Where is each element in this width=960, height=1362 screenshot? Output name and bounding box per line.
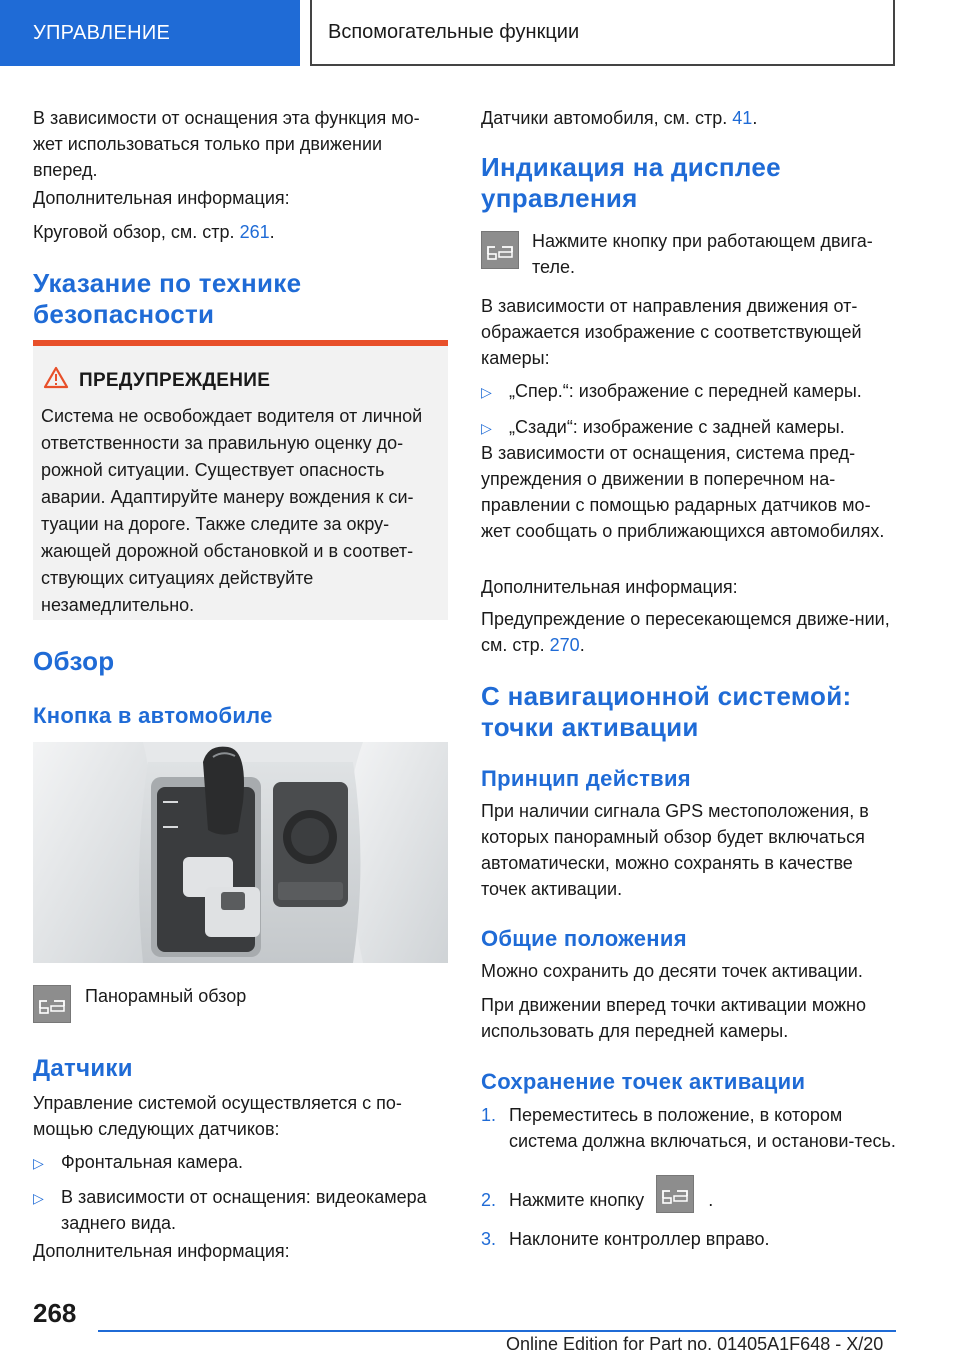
cross-traffic-paragraph: В зависимости от оснащения, система пред-упреждения о движении в поперечном на-правлении с помощью радарных датчиков мо-жет сообщать о приближающихся автомобилях.	[481, 443, 885, 541]
sensors-heading: Датчики	[33, 1055, 133, 1082]
list-item: ▷ В зависимости от оснащения: видеокамера заднего вида.	[33, 1184, 448, 1236]
direction-paragraph: В зависимости от направления движения от-ображается изображение с соответствующей камеры:	[481, 296, 862, 368]
chapter-tab	[310, 0, 895, 66]
warning-box	[33, 340, 448, 620]
principle-paragraph: При наличии сигнала GPS местоположения, в которых панорамный обзор будет включаться автоматически, можно сохранять в качестве точек активации.	[481, 801, 869, 899]
list-item: 3. Наклоните контроллер вправо.	[481, 1229, 770, 1249]
car-console-photo	[33, 742, 448, 963]
chapter-title: Вспомогательные функции	[328, 20, 580, 43]
triangle-bullet-icon: ▷	[481, 384, 492, 400]
panorama-view-button-icon[interactable]	[656, 1175, 694, 1213]
general-heading: Общие положения	[481, 926, 687, 951]
display-heading: Индикация на дисплее управления	[481, 152, 781, 213]
list-item: 1. Переместитесь в положение, в котором система должна включаться, и останови-тесь.	[481, 1105, 896, 1151]
intro-paragraph: В зависимости от оснащения эта функция мо-жет использоваться только при движении вперед.	[33, 108, 420, 180]
list-item: ▷ Фронтальная камера.	[33, 1149, 448, 1176]
section-title: УПРАВЛЕНИЕ	[33, 21, 171, 44]
warning-title: ПРЕДУПРЕЖДЕНИЕ	[43, 366, 440, 395]
page-link-261[interactable]: 261	[239, 222, 270, 242]
footer-divider	[98, 1330, 896, 1332]
save-points-heading: Сохранение точек активации	[481, 1069, 806, 1094]
steps-list	[481, 1102, 896, 1252]
page-number: 268	[33, 1298, 77, 1328]
page-link-270[interactable]: 270	[549, 635, 580, 655]
more-info-label: Дополнительная информация:	[33, 188, 290, 208]
display-icon-text: Нажмите кнопку при работающем двига-теле.	[532, 231, 873, 277]
list-item: 2. Нажмите кнопку .	[481, 1181, 896, 1219]
warning-text: Система не освобождает водителя от личной ответственности за правильную оценку до-рожной ситуации. Существует опасность аварии. Адаптируйте манеру вождения к си-туации на дороге. Также следите за окру-жающей дорожной обстановкой и в соответ-ствующих ситуациях действуйте незамедлительно.	[41, 406, 423, 615]
general-paragraph-2: При движении вперед точки активации можно использовать для передней камеры.	[481, 995, 866, 1041]
sensors-ref: Датчики автомобиля, см. стр. 41.	[481, 108, 758, 128]
overview-heading: Обзор	[33, 646, 115, 676]
principle-heading: Принцип действия	[481, 766, 691, 791]
page-link-41[interactable]: 41	[732, 108, 753, 128]
section-tab	[0, 0, 300, 66]
sensors-more-info: Дополнительная информация:	[33, 1241, 290, 1261]
button-heading: Кнопка в автомобиле	[33, 703, 273, 728]
panorama-view-button-icon[interactable]	[481, 231, 519, 269]
general-paragraph-1: Можно сохранить до десяти точек активации.	[481, 961, 863, 981]
ref-text: Круговой обзор, см. стр.	[33, 222, 235, 242]
cross-traffic-ref: Предупреждение о пересекающемся движе-нии, см. стр. 270.	[481, 609, 890, 655]
sensors-list	[33, 1149, 448, 1236]
triangle-bullet-icon: ▷	[33, 1190, 44, 1206]
panorama-view-button-icon[interactable]	[33, 985, 71, 1023]
safety-heading: Указание по технике безопасности	[33, 268, 302, 329]
panorama-view-caption: Панорамный обзор	[85, 986, 247, 1006]
footer-edition: Online Edition for Part no. 01405A1F648 - X/20	[506, 1334, 884, 1354]
list-item: ▷ „Спер.“: изображение с передней камеры.	[481, 378, 896, 405]
triangle-bullet-icon: ▷	[481, 420, 492, 436]
direction-list	[481, 378, 896, 441]
warning-triangle-icon	[43, 366, 69, 395]
sensors-paragraph: Управление системой осуществляется с по-мощью следующих датчиков:	[33, 1093, 402, 1139]
surround-view-ref: Круговой обзор, см. стр. 261.	[33, 222, 275, 242]
list-item: ▷ „Сзади“: изображение с задней камеры.	[481, 414, 896, 441]
triangle-bullet-icon: ▷	[33, 1155, 44, 1171]
navigation-heading: С навигационной системой: точки активации	[481, 681, 852, 742]
cross-more-info: Дополнительная информация:	[481, 577, 738, 597]
